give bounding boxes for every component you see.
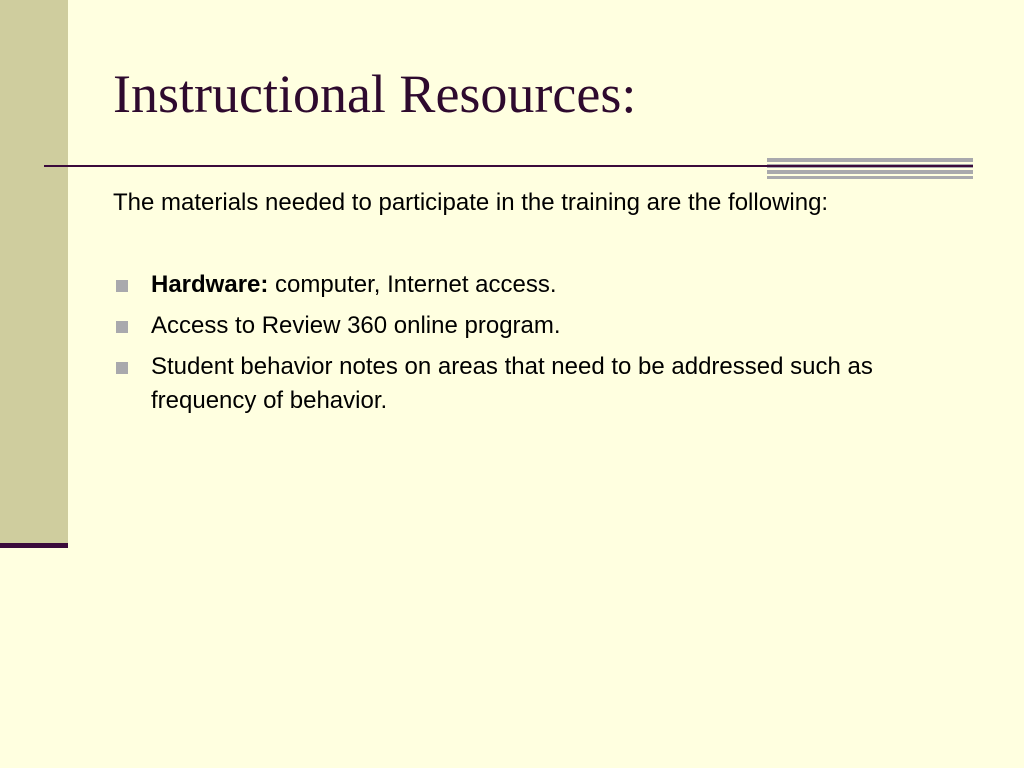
title-rule-striped-bar: [767, 158, 973, 179]
square-bullet-icon: [116, 280, 128, 292]
bullet-label: Hardware:: [151, 271, 269, 298]
left-side-band: [0, 0, 68, 545]
bullet-body: Student behavior notes on areas that need to be addressed such as frequency of behavior.: [151, 353, 873, 414]
slide-title: Instructional Resources:: [113, 64, 637, 124]
bullet-body: Access to Review 360 online program.: [151, 312, 561, 339]
title-rule-line: [44, 165, 973, 167]
intro-text: The materials needed to participate in the training are the following:: [113, 189, 829, 216]
bullet-item-behavior-notes: [113, 350, 953, 418]
bullet-body: computer, Internet access.: [268, 271, 557, 298]
square-bullet-icon: [116, 321, 128, 333]
bullet-item-hardware: [113, 268, 953, 302]
bullet-text: [151, 268, 953, 302]
left-band-accent-line: [0, 543, 68, 548]
bullet-list: [113, 268, 953, 425]
bullet-item-access: [113, 309, 953, 343]
square-bullet-icon: [116, 362, 128, 374]
